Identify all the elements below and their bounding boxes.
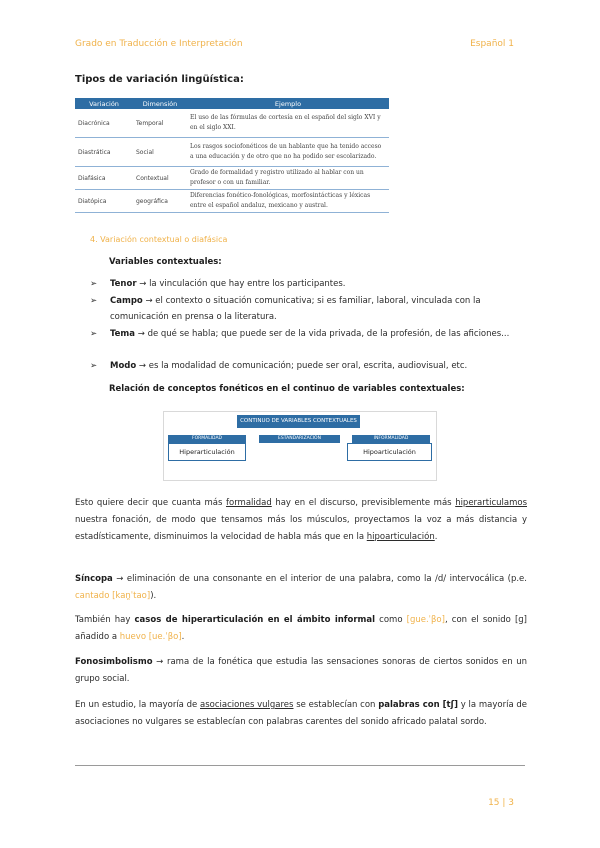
text-run: → (112, 574, 127, 584)
formality-paragraph (75, 495, 527, 546)
text-run: rama de la fonética que estudia las sensaciones sonoras de ciertos sonidos en un grupo social. (75, 657, 528, 684)
table-cell: Los rasgos sociofonéticos de un hablante que ha tenido acceso a una educación y de otro que no ha podido ser escolarizado. (187, 138, 389, 167)
list-item (90, 276, 530, 292)
underlined-term: formalidad (226, 498, 272, 508)
text-run: nuestra fonación, de modo que tensamos más los músculos, proyectamos la voz a más distancia y estadísticamente, disminuimos la velocidad de habla más que en la (75, 515, 527, 542)
bullet-text: el contexto o situación comunicativa; si es familiar, laboral, vinculada con la comunicación en prensa o la literatura. (110, 296, 481, 322)
example-highlight: cantado [kan̪ˈtao] (75, 591, 151, 601)
table-row (75, 138, 389, 167)
table-cell: El uso de las fórmulas de cortesía en el español del siglo XVI y en el siglo XXI. (187, 109, 389, 138)
bullet-arrow-icon: ➢ (90, 361, 98, 371)
example-highlight: huevo [ue.ˈβo] (119, 632, 182, 642)
variation-types-title: Tipos de variación lingüística: (75, 74, 244, 85)
table-cell: Grado de formalidad y registro utilizado al hablar con un profesor o con un familiar. (187, 167, 389, 190)
text-run: como (375, 615, 407, 625)
table-cell: Diatópica (75, 190, 133, 213)
text-run: y la mayoría de asociaciones no vulgares se establecían con palabras carentes del sonido africado palatal sordo. (75, 700, 528, 727)
list-item (90, 293, 530, 325)
study-paragraph (75, 697, 527, 731)
diagram-standardization-label: ESTANDARIZACIÓN (259, 435, 340, 443)
bold-term: palabras con [tʃ] (378, 700, 459, 710)
table-row (75, 109, 389, 138)
list-item (90, 326, 530, 342)
text-run: También hay (75, 615, 135, 625)
text-run: ). (150, 591, 157, 601)
table-header-row (75, 98, 389, 109)
text-run: eliminación de una consonante en el interior de una palabra, como la /d/ intervocálica (p.e. (126, 574, 527, 584)
table-cell: Diafásica (75, 167, 133, 190)
example-highlight: [ɡue.ˈβo] (406, 615, 445, 625)
table-cell: Diferencias fonético-fonológicas, morfosintácticas y léxicas entre el español andaluz, mexicano y austral. (187, 190, 389, 213)
list-item (90, 358, 530, 374)
table-header-cell: Variación (75, 98, 133, 109)
bullet-separator: → (136, 279, 150, 289)
phonosymbolism-paragraph (75, 654, 527, 688)
table-cell: Temporal (133, 109, 187, 138)
table-header-cell: Ejemplo (187, 98, 389, 109)
diagram-informality-label: INFORMALIDAD (352, 435, 430, 443)
diagram-hyperarticulation-box: Hiperarticulación (168, 443, 246, 461)
table-cell: Diacrónica (75, 109, 133, 138)
bullet-separator: → (135, 329, 148, 339)
contextual-continuum-diagram (163, 411, 437, 481)
diagram-formality-label: FORMALIDAD (168, 435, 246, 443)
table-cell: geográfica (133, 190, 187, 213)
underlined-term: hiperarticulamos (455, 498, 527, 508)
bullet-term: Campo (110, 296, 143, 306)
diagram-hypoarticulation-box: Hipoarticulación (347, 443, 432, 461)
bullet-arrow-icon: ➢ (90, 279, 98, 289)
syncope-paragraph (75, 571, 527, 605)
bullet-term: Tema (110, 329, 136, 339)
diagram-title: CONTINUO DE VARIABLES CONTEXTUALES (237, 415, 360, 428)
relation-heading: Relación de conceptos fonéticos en el continuo de variables contextuales: (109, 384, 465, 394)
bullet-text: la vinculación que hay entre los participantes. (149, 279, 346, 289)
text-run: En un estudio, la mayoría de (75, 700, 201, 710)
table-cell: Contextual (133, 167, 187, 190)
hyperarticulation-paragraph (75, 612, 527, 646)
variation-table (75, 98, 389, 213)
table-cell: Social (133, 138, 187, 167)
text-run: . (434, 532, 438, 542)
text-run: . (181, 632, 185, 642)
bullet-term: Tenor (110, 279, 137, 289)
table-row (75, 190, 389, 213)
text-run: se establecían con (293, 700, 379, 710)
bold-term: casos de hiperarticulación en el ámbito informal (134, 615, 376, 625)
bullet-separator: → (136, 361, 149, 371)
underlined-term: asociaciones vulgares (200, 700, 294, 710)
bold-term: Fonosimbolismo (75, 657, 153, 667)
table-row (75, 167, 389, 190)
underlined-term: hipoarticulación (366, 532, 435, 542)
bullet-term: Modo (110, 361, 137, 371)
page-number: 15 | 3 (488, 798, 514, 808)
header-course: Grado en Traducción e Interpretación (75, 39, 243, 49)
contextual-variables-heading: Variables contextuales: (109, 257, 222, 267)
bullet-arrow-icon: ➢ (90, 296, 98, 306)
footer-divider (75, 765, 525, 766)
bullet-arrow-icon: ➢ (90, 329, 98, 339)
bold-term: Síncopa (75, 574, 113, 584)
bullet-text: es la modalidad de comunicación; puede ser oral, escrita, audiovisual, etc. (148, 361, 468, 371)
bullet-separator: → (142, 296, 156, 306)
text-run: → (152, 657, 167, 667)
text-run: , con el sonido [ɡ] añadido a (75, 615, 527, 642)
text-run: hay en el discurso, previsiblemente más (271, 498, 456, 508)
text-run: Esto quiere decir que cuanta más (75, 498, 226, 508)
section-heading: 4. Variación contextual o diafásica (90, 235, 228, 244)
bullet-text: de qué se habla; que puede ser de la vida privada, de la profesión, de las aficiones... (147, 329, 510, 339)
table-header-cell: Dimensión (133, 98, 187, 109)
table-cell: Diastrática (75, 138, 133, 167)
header-subject: Español 1 (470, 39, 514, 49)
